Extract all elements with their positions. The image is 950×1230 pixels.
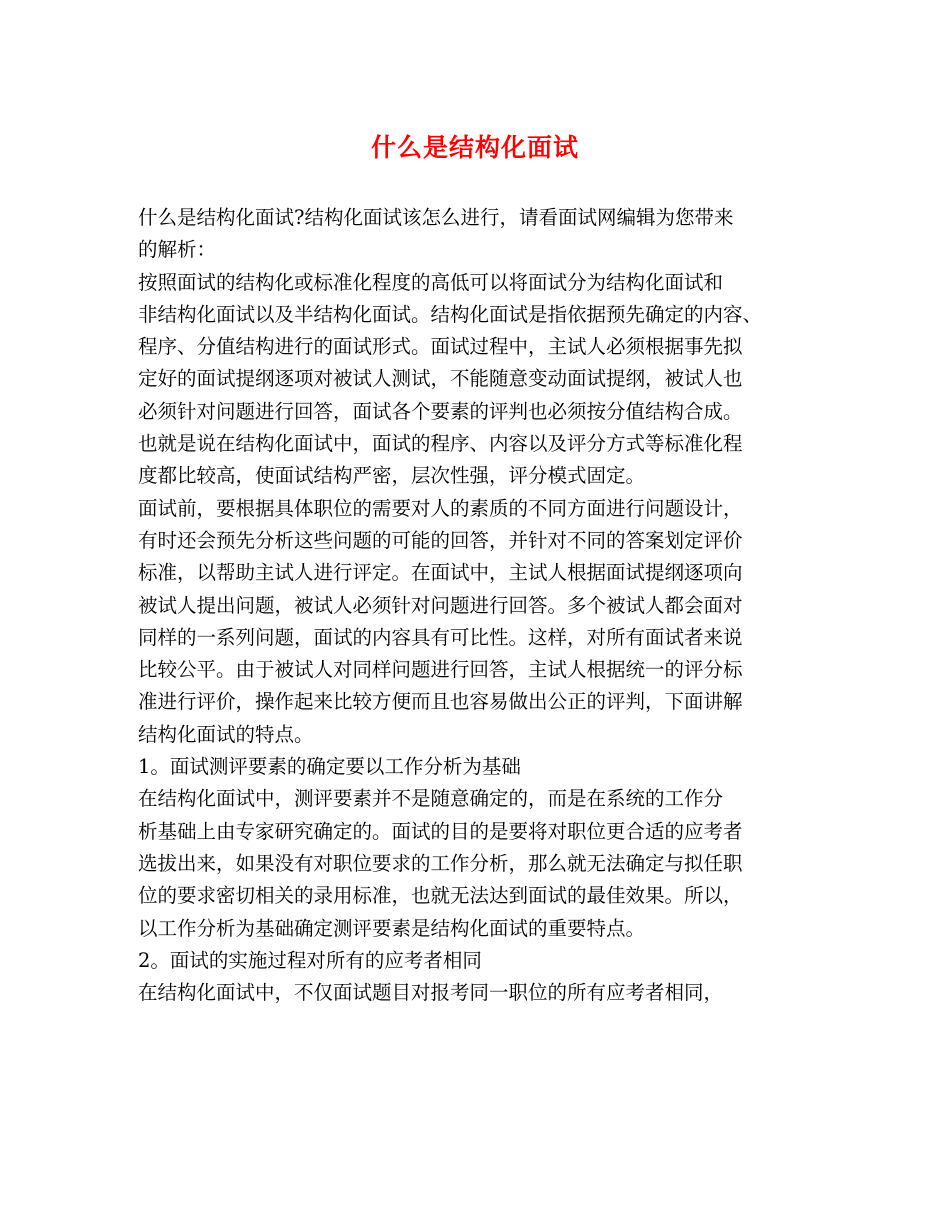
body-line: 什么是结构化面试?结构化面试该怎么进行，请看面试网编辑为您带来 xyxy=(138,206,734,229)
body-line: 选拔出来，如果没有对职位要求的工作分析，那么就无法确定与拟任职 xyxy=(138,851,743,875)
body-line: 同样的一系列问题，面试的内容具有可比性。这样，对所有面试者来说 xyxy=(138,625,743,649)
body-line: 准进行评价，操作起来比较方便而且也容易做出公正的评判，下面讲解 xyxy=(138,690,743,714)
body-line: 的解析： xyxy=(138,238,217,262)
body-line: 析基础上由专家研究确定的。面试的目的是要将对职位更合适的应考者 xyxy=(138,819,743,843)
body-line: 位的要求密切相关的录用标准，也就无法达到面试的最佳效果。所以， xyxy=(138,884,743,908)
body-line: 程序、分值结构进行的面试形式。面试过程中，主试人必须根据事先拟 xyxy=(138,335,743,359)
body-line: 必须针对问题进行回答，面试各个要素的评判也必须按分值结构合成。 xyxy=(138,399,743,423)
body-line: 非结构化面试以及半结构化面试。结构化面试是指依据预先确定的内容、 xyxy=(138,302,763,326)
body-line: 度都比较高，使面试结构严密，层次性强，评分模式固定。 xyxy=(138,464,646,488)
document-body xyxy=(138,202,818,1009)
body-line: 也就是说在结构化面试中，面试的程序、内容以及评分方式等标准化程 xyxy=(138,432,743,456)
body-line: 2。面试的实施过程对所有的应考者相同 xyxy=(138,948,482,972)
body-line: 以工作分析为基础确定测评要素是结构化面试的重要特点。 xyxy=(138,916,646,940)
body-line: 比较公平。由于被试人对同样问题进行回答，主试人根据统一的评分标 xyxy=(138,658,743,682)
body-line: 结构化面试的特点。 xyxy=(138,722,314,746)
body-line: 1。面试测评要素的确定要以工作分析为基础 xyxy=(138,755,521,779)
body-line: 标准，以帮助主试人进行评定。在面试中，主试人根据面试提纲逐项向 xyxy=(138,561,743,585)
body-line: 被试人提出问题，被试人必须针对问题进行回答。多个被试人都会面对 xyxy=(138,593,743,617)
body-line: 在结构化面试中，不仅面试题目对报考同一职位的所有应考者相同， xyxy=(138,981,724,1005)
body-line: 按照面试的结构化或标准化程度的高低可以将面试分为结构化面试和 xyxy=(138,270,724,294)
body-line: 面试前，要根据具体职位的需要对人的素质的不同方面进行问题设计， xyxy=(138,496,743,520)
document-title: 什么是结构化面试 xyxy=(370,133,579,162)
body-line: 定好的面试提纲逐项对被试人测试，不能随意变动面试提纲，被试人也 xyxy=(138,367,743,391)
body-line: 有时还会预先分析这些问题的可能的回答，并针对不同的答案划定评价 xyxy=(138,528,743,552)
body-line: 在结构化面试中，测评要素并不是随意确定的，而是在系统的工作分 xyxy=(138,787,724,811)
